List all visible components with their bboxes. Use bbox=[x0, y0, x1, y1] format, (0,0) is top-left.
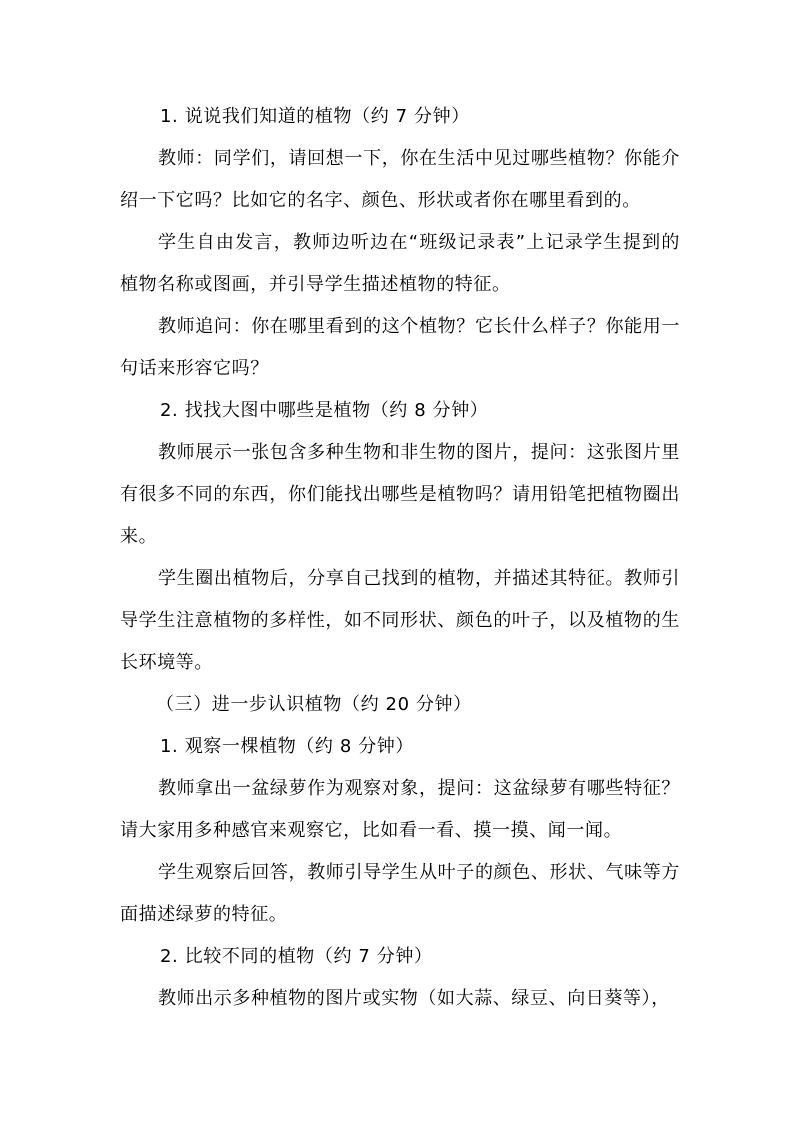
subheading-talk-about-plants: 1. 说说我们知道的植物（约 7 分钟） bbox=[160, 106, 470, 127]
paragraph-student-speak: 学生自由发言，教师边听边在“班级记录表”上记录学生提到的植物名称或图画，并引导学生描述植物的特征。 bbox=[120, 232, 680, 295]
paragraph-picture-activity: 教师展示一张包含多种生物和非生物的图片，提问：这张图片里有很多不同的东西，你们能找出哪些是植物吗？请用铅笔把植物圈出来。 bbox=[120, 442, 680, 547]
section-heading-know-plants: （三）进一步认识植物（约 20 分钟） bbox=[156, 694, 472, 715]
document-body bbox=[120, 96, 680, 1020]
subheading-find-plants: 2. 找找大图中哪些是植物（约 8 分钟） bbox=[160, 400, 489, 421]
paragraph-student-answer: 学生观察后回答，教师引导学生从叶子的颜色、形状、气味等方面描述绿萝的特征。 bbox=[120, 862, 680, 925]
paragraph-teacher-question: 教师：同学们，请回想一下，你在生活中见过哪些植物？你能介绍一下它吗？比如它的名字、颜色、形状或者你在哪里看到的。 bbox=[120, 148, 680, 211]
subheading-observe-plant: 1. 观察一棵植物（约 8 分钟） bbox=[160, 736, 414, 757]
paragraph-share-findings: 学生圈出植物后，分享自己找到的植物，并描述其特征。教师引导学生注意植物的多样性，如不同形状、颜色的叶子，以及植物的生长环境等。 bbox=[120, 568, 680, 673]
paragraph-show-plants: 教师出示多种植物的图片或实物（如大蒜、绿豆、向日葵等）， bbox=[158, 988, 670, 1009]
paragraph-pothos-observation: 教师拿出一盆绿萝作为观察对象，提问：这盆绿萝有哪些特征？请大家用多种感官来观察它，比如看一看、摸一摸、闻一闻。 bbox=[120, 778, 680, 841]
subheading-compare-plants: 2. 比较不同的植物（约 7 分钟） bbox=[160, 946, 433, 967]
paragraph-teacher-followup: 教师追问：你在哪里看到的这个植物？它长什么样子？你能用一句话来形容它吗？ bbox=[120, 316, 680, 379]
